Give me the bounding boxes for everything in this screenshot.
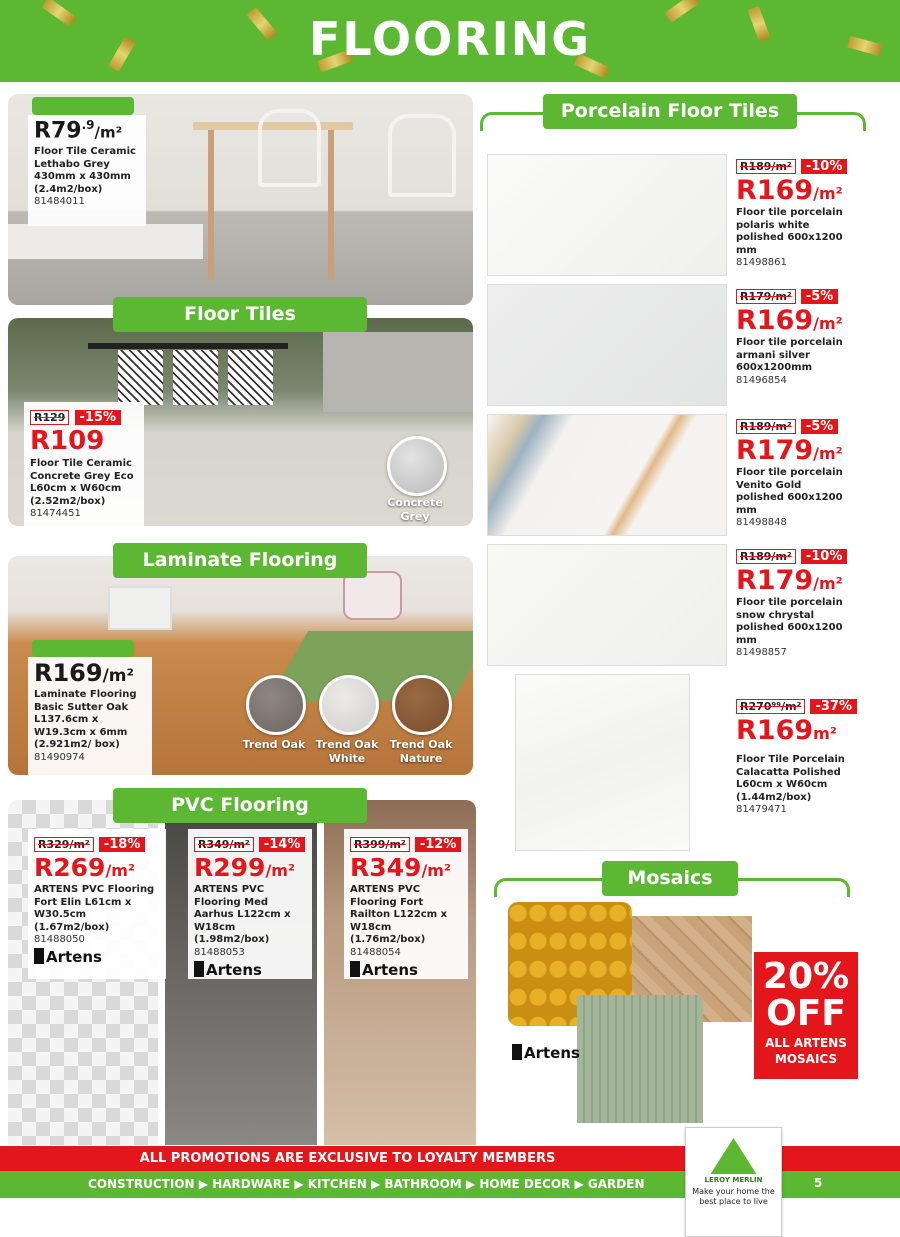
product-code: 81488050 xyxy=(34,934,85,945)
logo-text: LEROY MERLIN xyxy=(704,1176,763,1184)
price-tab xyxy=(32,640,134,657)
discount-badge: -5% xyxy=(801,419,838,434)
chair xyxy=(118,350,163,405)
product-code: 81496854 xyxy=(736,374,787,386)
product-code: 81488054 xyxy=(350,946,401,958)
header-banner xyxy=(0,0,900,82)
product-code: 81498848 xyxy=(736,517,787,528)
rug xyxy=(8,224,203,259)
price: R269/m² xyxy=(34,853,135,882)
section-title-floor-tiles: Floor Tiles xyxy=(113,297,367,332)
porc5-info xyxy=(736,695,896,815)
product-code: 81498861 xyxy=(736,257,787,268)
arrow-right-icon: ▶ xyxy=(574,1177,584,1191)
was-price: R329/m² xyxy=(34,837,94,852)
nav-construction[interactable]: CONSTRUCTION xyxy=(88,1177,195,1191)
was-price: R270⁹⁹/m² xyxy=(736,699,805,714)
arrow-right-icon: ▶ xyxy=(294,1177,304,1191)
sofa xyxy=(108,586,172,630)
discount-badge: -10% xyxy=(801,549,848,564)
concrete-price-card xyxy=(24,402,144,530)
product-code: 81484011 xyxy=(34,196,85,208)
page-title: FLOORING xyxy=(308,12,592,66)
swatch-label: Concrete Grey xyxy=(387,496,443,523)
porc1-info xyxy=(736,155,896,268)
swatch-trend-oak xyxy=(246,675,306,735)
lethabo-price-card xyxy=(28,115,146,226)
artens-logo: Artens xyxy=(512,1044,580,1062)
tagline: Make your home the best place to live xyxy=(692,1187,775,1206)
price: R349/m² xyxy=(350,853,451,882)
promo-percent: 20% xyxy=(762,956,850,997)
discount-badge: -14% xyxy=(259,837,306,852)
was-price: R189/m² xyxy=(736,549,796,564)
product-description: Floor Tile Ceramic Concrete Grey Eco L60cm x W60cm (2.52m2/box) xyxy=(30,458,134,507)
product-description: Floor Tile Porcelain Calacatta Polished L60cm x W60cm (1.44m2/box) xyxy=(736,754,845,803)
product-description: Laminate Flooring Basic Sutter Oak L137.6cm x W19.3cm x 6mm (2.921m2/ box) xyxy=(34,689,137,750)
nav-kitchen[interactable]: KITCHEN xyxy=(307,1177,367,1191)
section-title-laminate: Laminate Flooring xyxy=(113,543,367,578)
nav-home-decor[interactable]: HOME DECOR xyxy=(479,1177,571,1191)
chair xyxy=(228,350,273,405)
discount-badge: -12% xyxy=(415,837,462,852)
nav-bathroom[interactable]: BATHROOM xyxy=(384,1177,462,1191)
leroy-merlin-logo xyxy=(711,1138,757,1174)
mosaics-promo-badge xyxy=(754,952,858,1079)
kitchen-island xyxy=(323,332,473,412)
product-description: Floor tile porcelain polaris white polished 600x1200 mm xyxy=(736,207,843,256)
product-code: 81498857 xyxy=(736,647,787,658)
tile-polaris-white xyxy=(487,154,727,276)
pvc2-price-card xyxy=(188,829,312,979)
artens-logo: Artens xyxy=(194,961,306,979)
page-number: 5 xyxy=(814,1176,823,1190)
nav-garden[interactable]: GARDEN xyxy=(587,1177,645,1191)
price: R169m² xyxy=(736,715,837,746)
section-title-mosaics: Mosaics xyxy=(602,861,738,896)
artens-logo: Artens xyxy=(34,948,160,966)
artens-logo: Artens xyxy=(350,961,462,979)
price: $R79^{.9}/m^2$ xyxy=(34,118,123,144)
mosaic-green-finger xyxy=(577,995,703,1123)
chair xyxy=(258,109,321,187)
swatch-trend-oak-white xyxy=(319,675,379,735)
arrow-right-icon: ▶ xyxy=(465,1177,476,1191)
product-code: 81474451 xyxy=(30,508,81,519)
product-description: Floor Tile Ceramic Lethabo Grey 430mm x 430mm (2.4m2/box) xyxy=(34,146,136,195)
price-tab xyxy=(32,97,134,115)
product-description: ARTENS PVC Flooring Fort Elin L61cm x W30.5cm (1.67m2/box) xyxy=(34,884,155,933)
armchair xyxy=(343,571,402,620)
product-description: ARTENS PVC Flooring Fort Railton L122cm x W18cm (1.76m2/box) xyxy=(350,884,448,945)
category-nav-list xyxy=(88,1177,645,1191)
arrow-right-icon: ▶ xyxy=(370,1177,381,1191)
laminate-price-card xyxy=(28,657,152,778)
porc3-info xyxy=(736,415,896,528)
price: R169/m² xyxy=(736,175,843,206)
was-price: R349/m² xyxy=(194,837,254,852)
swatch-label: Trend Oak Nature xyxy=(389,738,453,765)
product-code: 81479471 xyxy=(736,804,787,815)
loyalty-text: ALL PROMOTIONS ARE EXCLUSIVE TO LOYALTY MEMBERS xyxy=(139,1151,556,1166)
price: R179/m² xyxy=(736,565,843,596)
swatch-label: Trend Oak xyxy=(242,738,306,751)
product-description: Floor tile porcelain Venito Gold polished 600x1200 mm xyxy=(736,467,843,516)
discount-badge: -10% xyxy=(801,159,848,174)
chair xyxy=(388,114,456,197)
section-title-pvc: PVC Flooring xyxy=(113,788,367,823)
was-price: R179/m² xyxy=(736,289,796,304)
tile-snow-chrystal xyxy=(487,544,727,666)
discount-badge: -5% xyxy=(801,289,838,304)
promo-text: ALL ARTENS MOSAICS xyxy=(765,1036,847,1066)
price: R109 xyxy=(30,426,105,456)
pvc1-price-card xyxy=(28,829,166,979)
nav-hardware[interactable]: HARDWARE xyxy=(212,1177,291,1191)
tile-venito-gold xyxy=(487,414,727,536)
discount-badge: -37% xyxy=(810,699,857,714)
table-leg xyxy=(328,130,334,280)
discount-badge: -15% xyxy=(75,410,122,425)
table-leg xyxy=(208,130,214,280)
table-top xyxy=(88,343,288,349)
promo-off: OFF xyxy=(766,993,846,1034)
price: R299/m² xyxy=(194,853,295,882)
chair xyxy=(173,350,218,405)
discount-badge: -18% xyxy=(99,837,146,852)
porc4-info xyxy=(736,545,896,658)
price: R169/m² xyxy=(736,305,843,336)
tile-armani-silver xyxy=(487,284,727,406)
pvc3-price-card xyxy=(344,829,468,979)
product-description: ARTENS PVC Flooring Med Aarhus L122cm x W18cm (1.98m2/box) xyxy=(194,884,291,945)
price: R179/m² xyxy=(736,435,843,466)
was-price: R189/m² xyxy=(736,419,796,434)
product-description: Floor tile porcelain snow chrystal polished 600x1200 mm xyxy=(736,597,843,646)
was-price: R189/m² xyxy=(736,159,796,174)
tile-calacatta xyxy=(515,674,690,851)
section-title-porcelain: Porcelain Floor Tiles xyxy=(543,94,797,129)
porc2-info xyxy=(736,285,896,386)
arrow-right-icon: ▶ xyxy=(198,1177,208,1191)
was-price: R129 xyxy=(30,410,69,425)
price: R169/m² xyxy=(34,659,134,687)
was-price: R399/m² xyxy=(350,837,410,852)
product-description: Floor tile porcelain armani silver 600x1200mm xyxy=(736,337,843,373)
swatch-concrete-grey xyxy=(387,436,447,496)
swatch-trend-oak-nature xyxy=(392,675,452,735)
swatch-label: Trend Oak White xyxy=(315,738,379,765)
product-code: 81488053 xyxy=(194,946,245,958)
leroy-merlin-logo-card xyxy=(685,1127,782,1237)
product-code: 81490974 xyxy=(34,751,85,763)
